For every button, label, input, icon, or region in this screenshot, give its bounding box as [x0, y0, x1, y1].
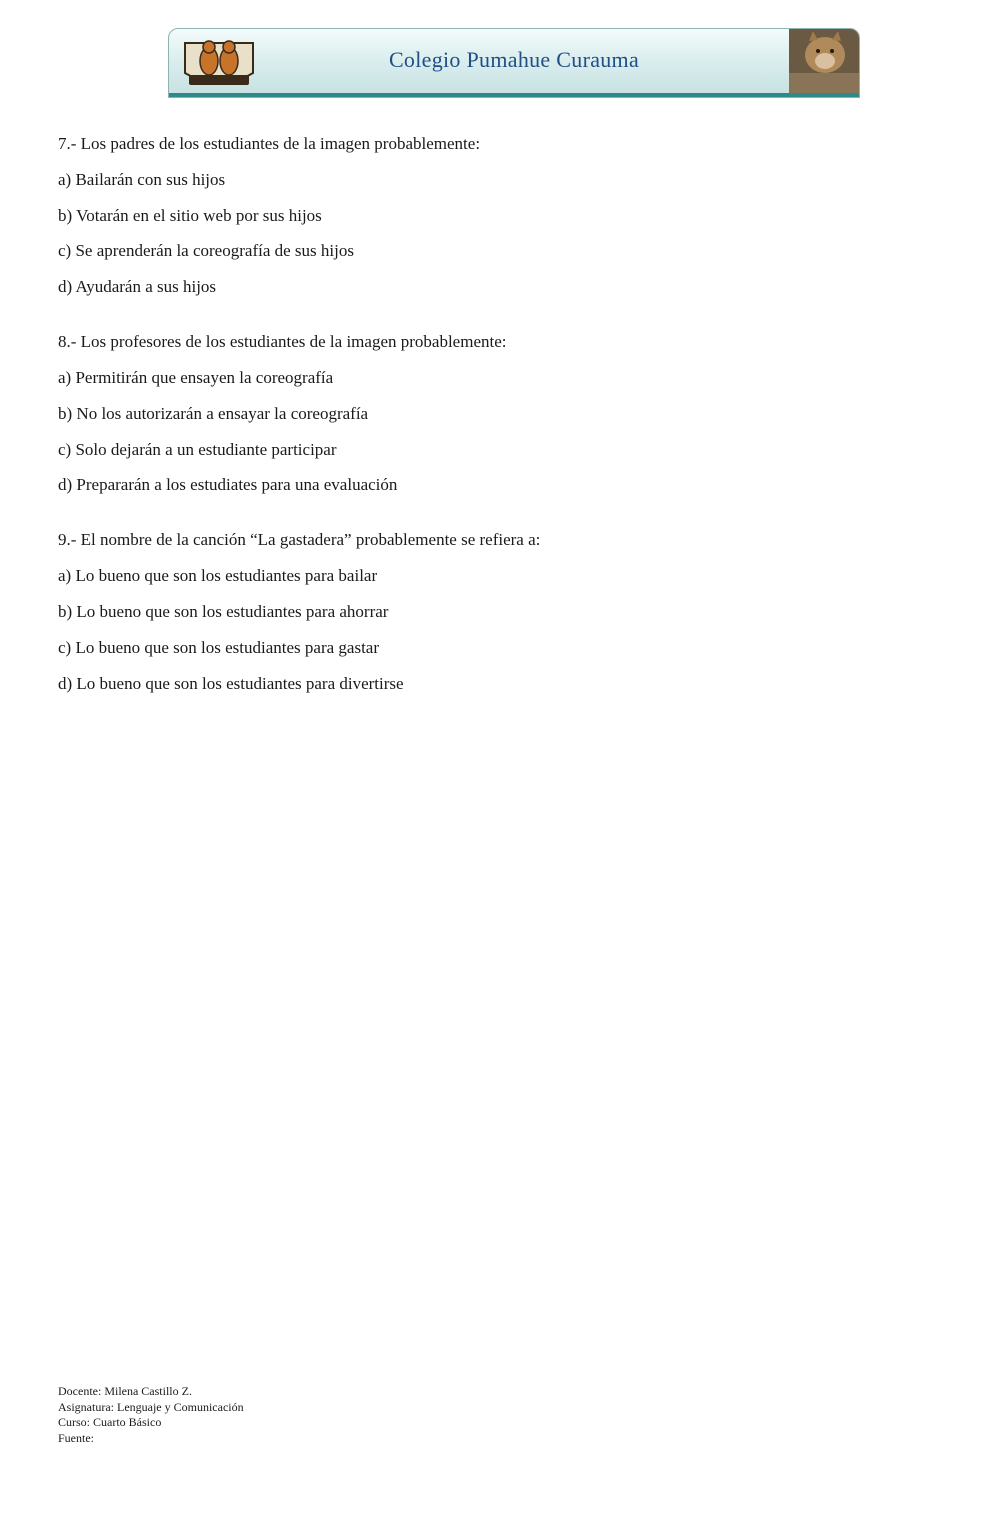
banner-stripe [169, 93, 859, 97]
question-8 [58, 332, 938, 495]
question-prompt: 9.- El nombre de la canción “La gastadera” probablemente se refiera a: [58, 530, 541, 550]
answer-option: c) Lo bueno que son los estudiantes para gastar [58, 637, 380, 657]
teacher-name: Docente: Milena Castillo Z. [58, 1384, 192, 1398]
source-label: Fuente: [58, 1430, 94, 1445]
answer-option: c) Solo dejarán a un estudiante participar [58, 439, 337, 459]
answer-option: d) Prepararán a los estudiates para una evaluación [58, 475, 398, 495]
school-banner [168, 28, 860, 98]
worksheet-questions [58, 134, 938, 729]
question-7 [58, 134, 938, 297]
footer-info [58, 1384, 244, 1446]
course-name: Curso: Cuarto Básico [58, 1415, 162, 1429]
answer-option: a) Lo bueno que son los estudiantes para bailar [58, 566, 378, 586]
answer-option: a) Permitirán que ensayen la coreografía [58, 367, 334, 387]
answer-option: b) No los autorizarán a ensayar la coreografía [58, 403, 369, 423]
subject-name: Asignatura: Lenguaje y Comunicación [58, 1399, 244, 1414]
answer-option: b) Lo bueno que son los estudiantes para ahorrar [58, 601, 389, 621]
question-9 [58, 530, 938, 693]
answer-option: d) Ayudarán a sus hijos [58, 277, 217, 297]
answer-option: b) Votarán en el sitio web por sus hijos [58, 205, 322, 225]
answer-option: d) Lo bueno que son los estudiantes para divertirse [58, 673, 404, 693]
answer-option: a) Bailarán con sus hijos [58, 169, 226, 189]
answer-option: c) Se aprenderán la coreografía de sus hijos [58, 241, 354, 261]
puma-photo-icon [789, 29, 859, 95]
school-name: Colegio Pumahue Curauma [388, 47, 640, 72]
question-prompt: 7.- Los padres de los estudiantes de la imagen probablemente: [58, 134, 481, 153]
question-prompt: 8.- Los profesores de los estudiantes de la imagen probablemente: [58, 332, 507, 352]
